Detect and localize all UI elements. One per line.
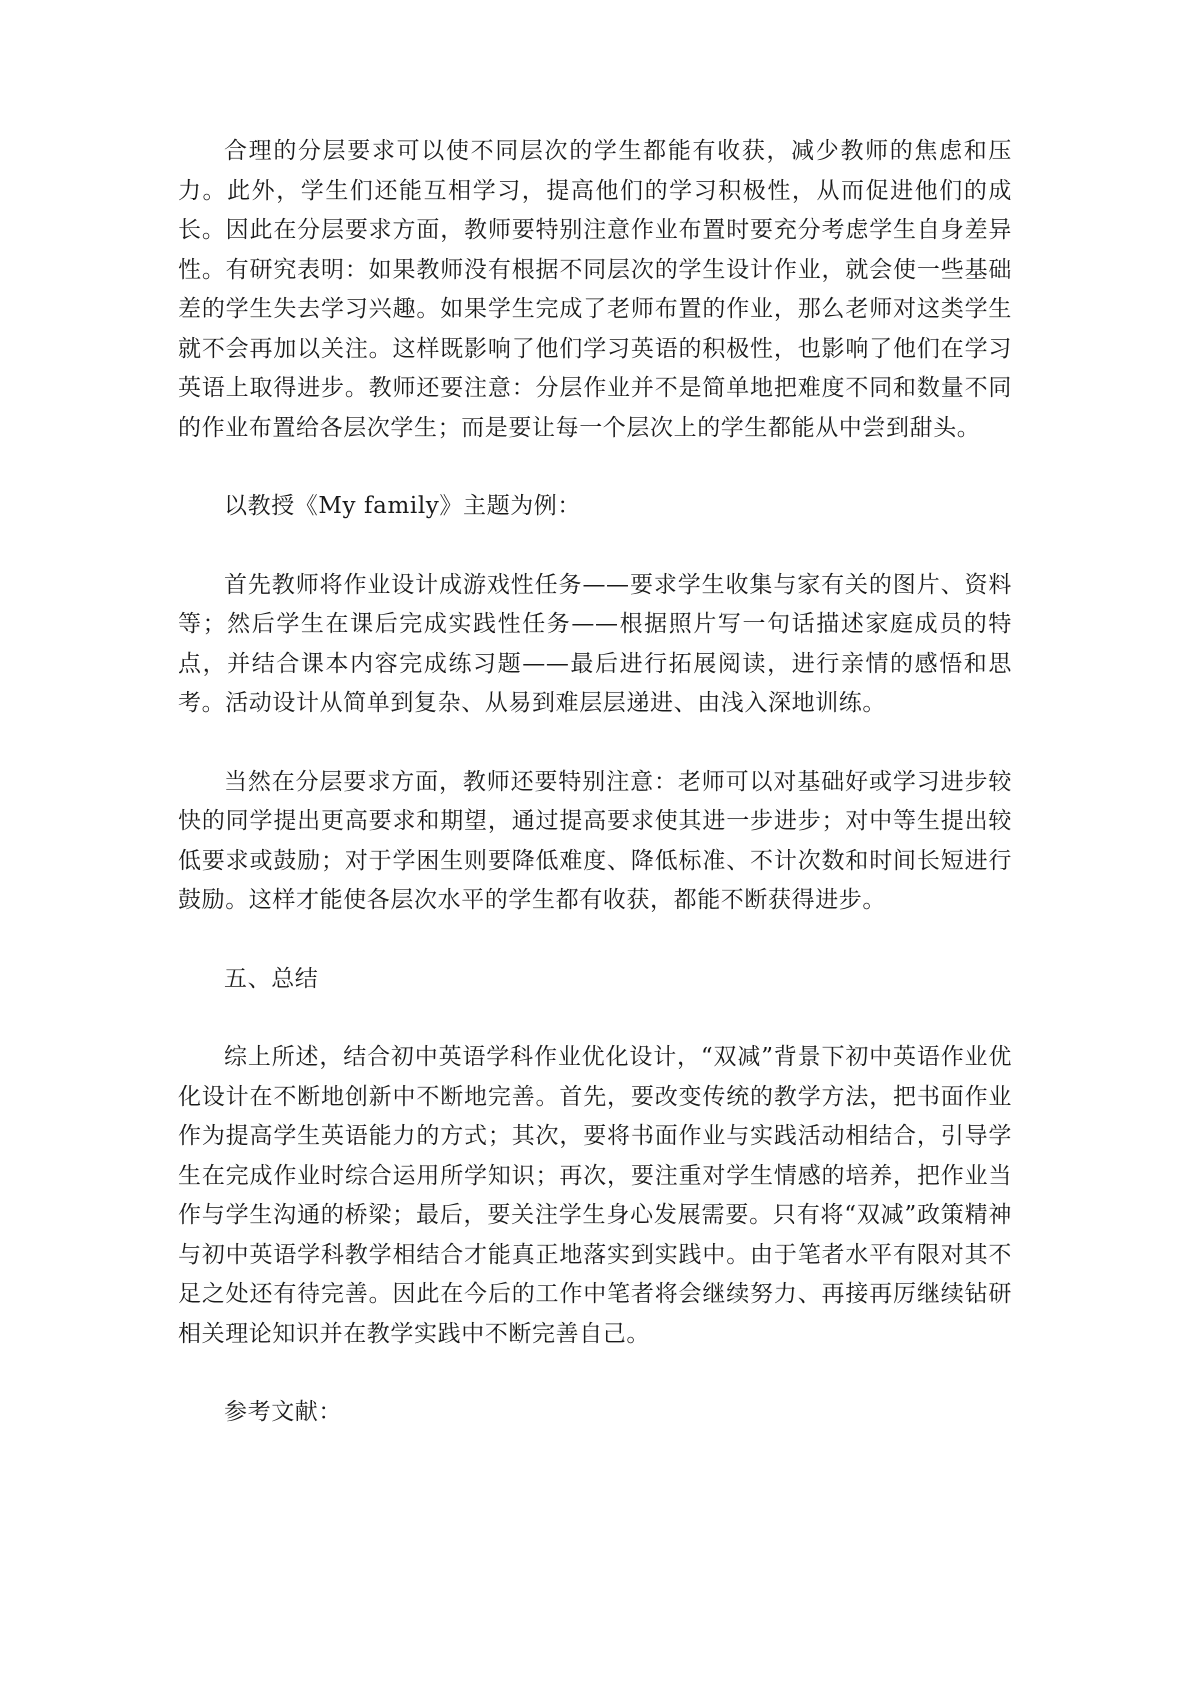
paragraph-summary: 综上所述，结合初中英语学科作业优化设计，“双减”背景下初中英语作业优化设计在不断地创新中不断地完善。首先，要改变传统的教学方法，把书面作业作为提高学生英语能力的方式；其次，要将书面作业与实践活动相结合，引导学生在完成作业时综合运用所学知识；再次，要注重对学生情感的培养，把作业当作与学生沟通的桥梁；最后，要关注学生身心发展需要。只有将“双减”政策精神与初中英语学科教学相结合才能真正地落实到实践中。由于笔者水平有限对其不足之处还有待完善。因此在今后的工作中笔者将会继续努力、再接再厉继续钻研相关理论知识并在教学实践中不断完善自己。 bbox=[178, 1044, 1012, 1347]
paragraph-layered-attention: 当然在分层要求方面，教师还要特别注意：老师可以对基础好或学习进步较快的同学提出更高要求和期望，通过提高要求使其进一步进步；对中等生提出较低要求或鼓励；对于学困生则要降低难度、降低标准、不计次数和时间长短进行鼓励。这样才能使各层次水平的学生都有收获，都能不断获得进步。 bbox=[178, 768, 1012, 913]
paragraph-example-intro: 以教授《My family》主题为例： bbox=[224, 493, 581, 519]
document-body bbox=[178, 132, 1012, 1472]
references-heading: 参考文献： bbox=[224, 1399, 342, 1425]
paragraph-task-design: 首先教师将作业设计成游戏性任务——要求学生收集与家有关的图片、资料等；然后学生在课后完成实践性任务——根据照片写一句话描述家庭成员的特点，并结合课本内容完成练习题——最后进行拓展阅读，进行亲情的感悟和思考。活动设计从简单到复杂、从易到难层层递进、由浅入深地训练。 bbox=[178, 571, 1012, 716]
section-heading-summary: 五、总结 bbox=[224, 965, 319, 992]
paragraph-layered-requirements: 合理的分层要求可以使不同层次的学生都能有收获，减少教师的焦虑和压力。此外，学生们还能互相学习，提高他们的学习积极性，从而促进他们的成长。因此在分层要求方面，教师要特别注意作业布置时要充分考虑学生自身差异性。有研究表明：如果教师没有根据不同层次的学生设计作业，就会使一些基础差的学生失去学习兴趣。如果学生完成了老师布置的作业，那么老师对这类学生就不会再加以关注。这样既影响了他们学习英语的积极性，也影响了他们在学习英语上取得进步。教师还要注意：分层作业并不是简单地把难度不同和数量不同的作业布置给各层次学生；而是要让每一个层次上的学生都能从中尝到甜头。 bbox=[178, 138, 1012, 441]
